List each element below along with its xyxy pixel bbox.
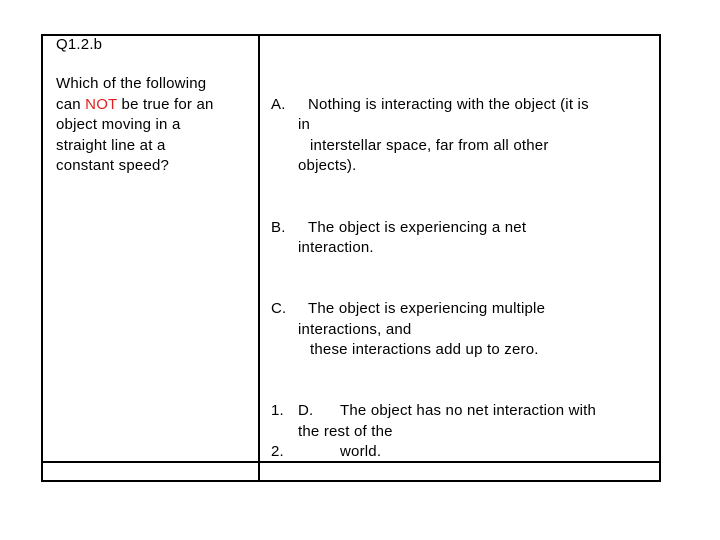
question-line-2 <box>56 95 214 116</box>
question-text: can <box>56 96 86 113</box>
option-a-line-2: in <box>298 116 311 133</box>
option-d-marker: D. <box>298 402 314 419</box>
option-a-line-4: objects). <box>298 157 357 174</box>
option-a-line-3: interstellar space, far from all other <box>310 137 549 154</box>
question-line-1: Which of the following <box>56 75 207 92</box>
option-c-line-2: interactions, and <box>298 321 412 338</box>
option-d-line-3: world. <box>340 443 382 460</box>
option-b-line-1: The object is experiencing a net <box>308 219 527 236</box>
option-a-line-1: Nothing is interacting with the object (it is <box>308 96 589 113</box>
option-c-marker: C. <box>271 300 287 317</box>
option-b-line-2: interaction. <box>298 239 374 256</box>
column-divider <box>258 34 260 482</box>
option-d-number-1: 1. <box>271 402 284 419</box>
question-line-3: object moving in a <box>56 116 181 133</box>
option-d-line-1: The object has no net interaction with <box>340 402 597 419</box>
question-line-5: constant speed? <box>56 157 170 174</box>
option-b-marker: B. <box>271 219 286 236</box>
option-d-line-2: the rest of the <box>298 423 393 440</box>
question-emphasis-not: NOT <box>85 96 118 113</box>
question-line-4: straight line at a <box>56 137 166 154</box>
question-id: Q1.2.b <box>56 36 103 53</box>
option-c-line-3: these interactions add up to zero. <box>310 341 539 358</box>
option-c-line-1: The object is experiencing multiple <box>308 300 546 317</box>
question-text: be true for an <box>117 96 214 113</box>
option-d-number-2: 2. <box>271 443 284 460</box>
option-a-marker: A. <box>271 96 286 113</box>
